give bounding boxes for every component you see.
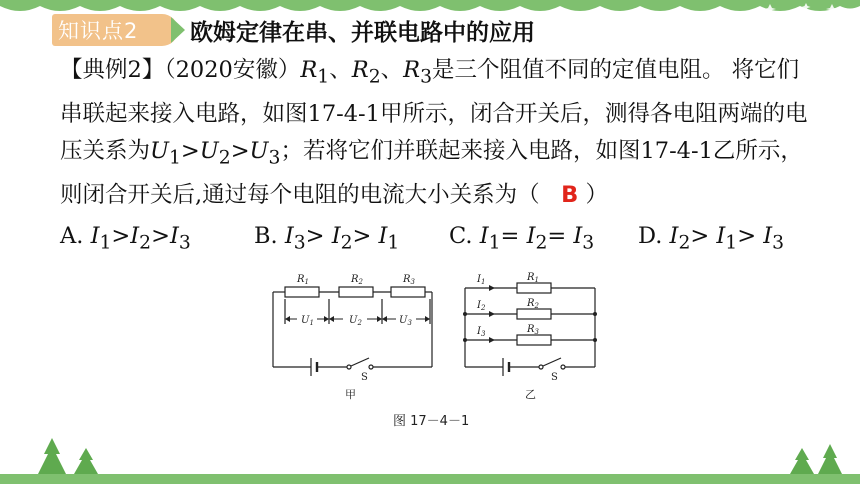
label-r3: $R_3$ — [403, 274, 415, 286]
option-c: C. $I_1= I_2= I_3$ — [449, 223, 595, 254]
parallel-circuit — [463, 272, 597, 401]
circuit-figure — [265, 262, 605, 407]
option-a: A. $I_1>I_2>I_3$ — [60, 223, 191, 254]
label-u1: $U_1$ — [301, 315, 314, 327]
example-question: 【典例2】（2020安徽）$R_1$、$R_2$、$R_3$是三个阻值不同的定值电阻。 将它们串联起来接入电路，如图17-4-1甲所示，闭合开关后，测得各电阻两端的电压关系为$U_1>U_2>U_3$；若将它们并联起来接入电路，如图17-4-1乙所示，则闭合开关后,通过每个电阻的电流大小关系为（ B ） — [60, 57, 808, 208]
badge-arrow-icon — [171, 17, 185, 43]
resistor-r3-parallel — [517, 335, 551, 345]
answer-letter: B — [561, 181, 579, 208]
label-u2: $U_2$ — [349, 315, 362, 327]
label-i2: $I_2$ — [477, 300, 486, 312]
label-r3-parallel: $R_3$ — [527, 324, 539, 336]
option-d: D. $I_2> I_1> I_3$ — [638, 223, 785, 254]
resistor-r2-parallel — [517, 309, 551, 319]
bottom-tree-decoration — [0, 424, 860, 484]
label-r2-parallel: $R_2$ — [527, 298, 539, 310]
label-r1-parallel: $R_1$ — [527, 272, 539, 284]
section-heading: 欧姆定律在串、并联电路中的应用 — [190, 20, 535, 46]
label-yi: 乙 — [525, 388, 536, 401]
series-circuit — [273, 274, 432, 401]
label-r1: $R_1$ — [297, 274, 309, 286]
label-i3: $I_3$ — [477, 326, 486, 338]
label-switch-s-parallel: S — [551, 372, 558, 383]
label-i1: $I_1$ — [477, 274, 486, 286]
resistor-r2 — [339, 287, 373, 297]
option-b: B. $I_3> I_2> I_1$ — [254, 223, 400, 254]
tree-icon — [38, 438, 842, 474]
label-jia: 甲 — [345, 388, 356, 401]
resistor-r1 — [285, 287, 319, 297]
current-arrow-icon — [489, 285, 495, 343]
section-badge-label: 知识点2 — [58, 19, 139, 43]
label-u3: $U_3$ — [399, 315, 412, 327]
label-r2: $R_2$ — [351, 274, 363, 286]
label-switch-s: S — [361, 372, 368, 383]
resistor-r3 — [391, 287, 425, 297]
resistor-r1-parallel — [517, 283, 551, 293]
figure-caption: 图 17－4－1 — [393, 414, 470, 429]
switch-pivot — [347, 365, 351, 369]
switch-lever — [351, 358, 369, 366]
